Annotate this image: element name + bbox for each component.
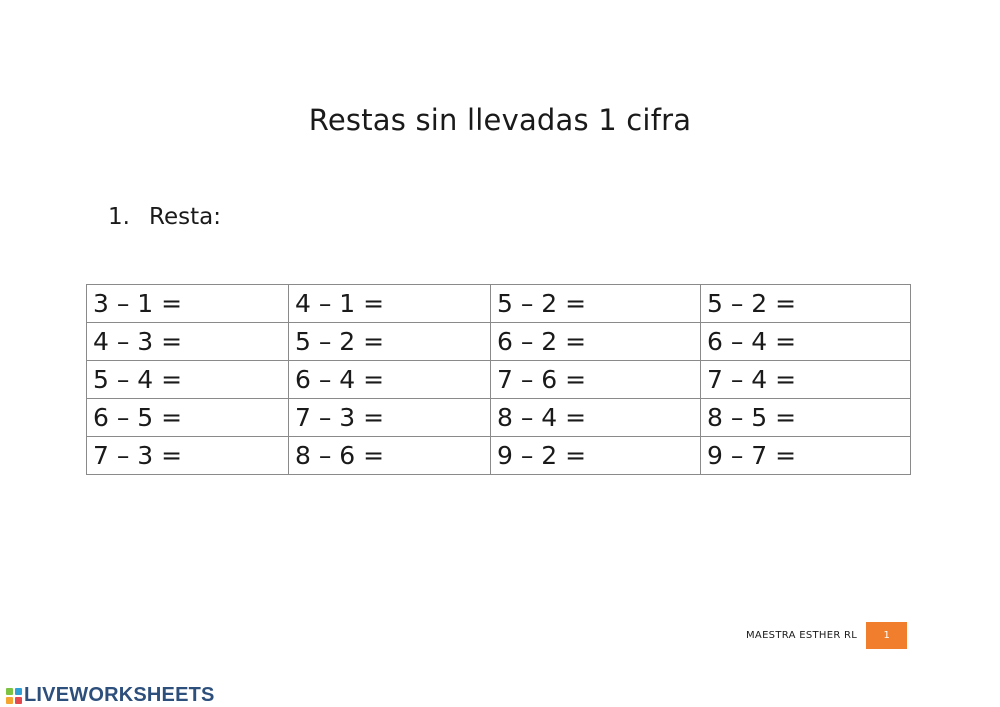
exercise-number: 1.	[108, 204, 130, 230]
brand-logo[interactable]	[6, 684, 215, 707]
author-label: MAESTRA ESTHER RL	[746, 630, 858, 641]
page-footer	[746, 622, 907, 649]
table-row	[87, 285, 911, 323]
table-row	[87, 323, 911, 361]
subtraction-cell[interactable]: 6 – 4 =	[701, 323, 911, 361]
liveworksheets-logo-icon	[6, 688, 22, 704]
subtraction-cell[interactable]: 7 – 3 =	[87, 437, 289, 475]
exercise-text: Resta:	[149, 204, 221, 230]
subtraction-cell[interactable]: 8 – 5 =	[701, 399, 911, 437]
table-row	[87, 437, 911, 475]
subtraction-cell[interactable]: 3 – 1 =	[87, 285, 289, 323]
brand-name: LIVEWORKSHEETS	[24, 684, 215, 706]
subtraction-cell[interactable]: 7 – 4 =	[701, 361, 911, 399]
page-title: Restas sin llevadas 1 cifra	[308, 103, 692, 137]
subtraction-cell[interactable]: 6 – 4 =	[289, 361, 491, 399]
subtraction-cell[interactable]: 8 – 4 =	[491, 399, 701, 437]
subtraction-cell[interactable]: 4 – 3 =	[87, 323, 289, 361]
subtraction-cell[interactable]: 5 – 2 =	[491, 285, 701, 323]
page-number-badge: 1	[866, 622, 907, 649]
subtraction-cell[interactable]: 8 – 6 =	[289, 437, 491, 475]
table-row	[87, 399, 911, 437]
subtraction-cell[interactable]: 4 – 1 =	[289, 285, 491, 323]
subtraction-cell[interactable]: 5 – 4 =	[87, 361, 289, 399]
subtraction-cell[interactable]: 5 – 2 =	[289, 323, 491, 361]
table-row	[87, 361, 911, 399]
subtraction-cell[interactable]: 9 – 7 =	[701, 437, 911, 475]
subtraction-cell[interactable]: 5 – 2 =	[701, 285, 911, 323]
subtraction-cell[interactable]: 6 – 5 =	[87, 399, 289, 437]
subtraction-cell[interactable]: 7 – 6 =	[491, 361, 701, 399]
exercise-instruction	[108, 204, 221, 230]
subtraction-table	[86, 284, 911, 475]
subtraction-cell[interactable]: 7 – 3 =	[289, 399, 491, 437]
subtraction-cell[interactable]: 6 – 2 =	[491, 323, 701, 361]
subtraction-cell[interactable]: 9 – 2 =	[491, 437, 701, 475]
